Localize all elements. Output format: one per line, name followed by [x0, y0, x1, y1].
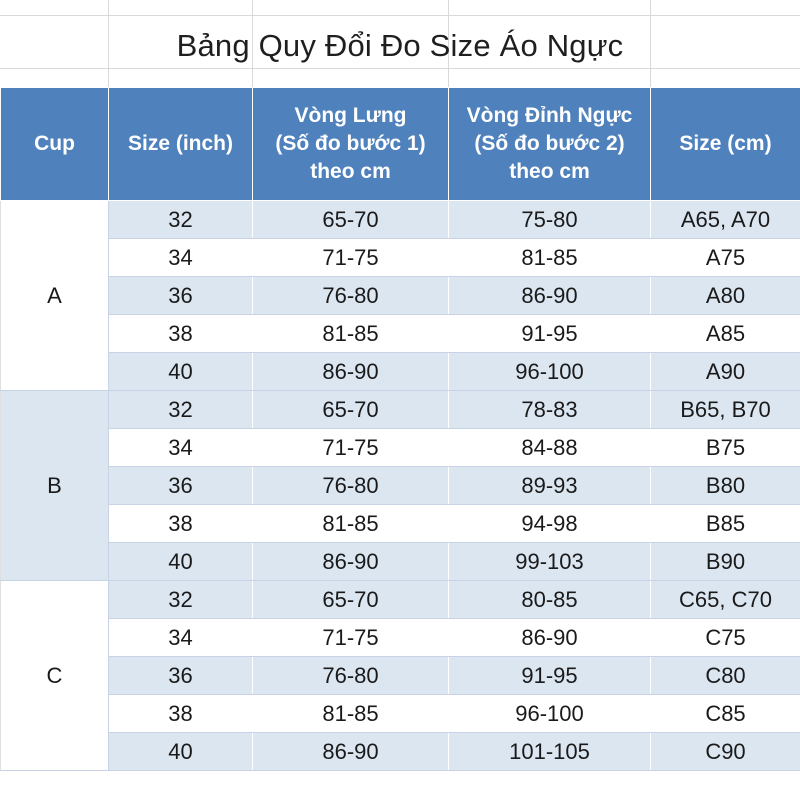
cup-cell: B	[1, 391, 109, 581]
underband-cell: 86-90	[253, 733, 449, 771]
size-inch-cell: 40	[109, 733, 253, 771]
size-cm-cell: B85	[651, 505, 800, 543]
header-size-cm: Size (cm)	[651, 88, 800, 201]
size-cm-cell: A80	[651, 277, 800, 315]
underband-cell: 81-85	[253, 505, 449, 543]
underband-cell: 71-75	[253, 619, 449, 657]
size-cm-cell: C90	[651, 733, 800, 771]
underband-cell: 86-90	[253, 353, 449, 391]
header-cup: Cup	[1, 88, 109, 201]
size-cm-cell: A90	[651, 353, 800, 391]
gridline	[0, 15, 800, 16]
size-cm-cell: C80	[651, 657, 800, 695]
bust-cell: 89-93	[449, 467, 651, 505]
table-header-row	[1, 88, 800, 201]
size-inch-cell: 36	[109, 467, 253, 505]
underband-cell: 86-90	[253, 543, 449, 581]
bust-cell: 91-95	[449, 315, 651, 353]
underband-cell: 65-70	[253, 391, 449, 429]
size-inch-cell: 40	[109, 353, 253, 391]
table-body	[1, 201, 800, 771]
size-inch-cell: 34	[109, 619, 253, 657]
bust-cell: 101-105	[449, 733, 651, 771]
bust-cell: 78-83	[449, 391, 651, 429]
bust-cell: 91-95	[449, 657, 651, 695]
underband-cell: 65-70	[253, 201, 449, 239]
table-row	[1, 277, 800, 315]
bust-cell: 86-90	[449, 277, 651, 315]
underband-cell: 76-80	[253, 277, 449, 315]
size-conversion-table	[0, 87, 800, 771]
size-cm-cell: A65, A70	[651, 201, 800, 239]
underband-cell: 76-80	[253, 467, 449, 505]
header-bust: Vòng Đỉnh Ngực (Số đo bước 2) theo cm	[449, 88, 651, 201]
table-row	[1, 391, 800, 429]
bust-cell: 81-85	[449, 239, 651, 277]
table-row	[1, 429, 800, 467]
table-row	[1, 695, 800, 733]
bust-cell: 96-100	[449, 695, 651, 733]
table-row	[1, 619, 800, 657]
size-cm-cell: B75	[651, 429, 800, 467]
size-inch-cell: 32	[109, 201, 253, 239]
table-row	[1, 581, 800, 619]
table-row	[1, 657, 800, 695]
size-inch-cell: 38	[109, 695, 253, 733]
table-row	[1, 467, 800, 505]
size-cm-cell: B90	[651, 543, 800, 581]
underband-cell: 65-70	[253, 581, 449, 619]
page-title: Bảng Quy Đổi Đo Size Áo Ngực	[176, 28, 624, 63]
table-row	[1, 733, 800, 771]
size-cm-cell: B80	[651, 467, 800, 505]
underband-cell: 76-80	[253, 657, 449, 695]
cup-cell: C	[1, 581, 109, 771]
underband-cell: 71-75	[253, 429, 449, 467]
bust-cell: 75-80	[449, 201, 651, 239]
size-cm-cell: C75	[651, 619, 800, 657]
size-cm-cell: C65, C70	[651, 581, 800, 619]
table-row	[1, 201, 800, 239]
size-inch-cell: 38	[109, 315, 253, 353]
table-row	[1, 505, 800, 543]
table-row	[1, 543, 800, 581]
size-cm-cell: A85	[651, 315, 800, 353]
size-inch-cell: 32	[109, 391, 253, 429]
underband-cell: 81-85	[253, 315, 449, 353]
size-inch-cell: 32	[109, 581, 253, 619]
bust-cell: 80-85	[449, 581, 651, 619]
size-inch-cell: 34	[109, 429, 253, 467]
bust-cell: 94-98	[449, 505, 651, 543]
bust-cell: 86-90	[449, 619, 651, 657]
size-cm-cell: C85	[651, 695, 800, 733]
table-row	[1, 353, 800, 391]
size-inch-cell: 36	[109, 277, 253, 315]
size-inch-cell: 36	[109, 657, 253, 695]
cup-cell: A	[1, 201, 109, 391]
bust-cell: 99-103	[449, 543, 651, 581]
size-cm-cell: A75	[651, 239, 800, 277]
bust-cell: 84-88	[449, 429, 651, 467]
table-row	[1, 239, 800, 277]
size-inch-cell: 34	[109, 239, 253, 277]
bust-cell: 96-100	[449, 353, 651, 391]
size-cm-cell: B65, B70	[651, 391, 800, 429]
header-underband: Vòng Lưng (Số đo bước 1) theo cm	[253, 88, 449, 201]
size-inch-cell: 40	[109, 543, 253, 581]
header-size-inch: Size (inch)	[109, 88, 253, 201]
underband-cell: 71-75	[253, 239, 449, 277]
size-inch-cell: 38	[109, 505, 253, 543]
table-row	[1, 315, 800, 353]
underband-cell: 81-85	[253, 695, 449, 733]
